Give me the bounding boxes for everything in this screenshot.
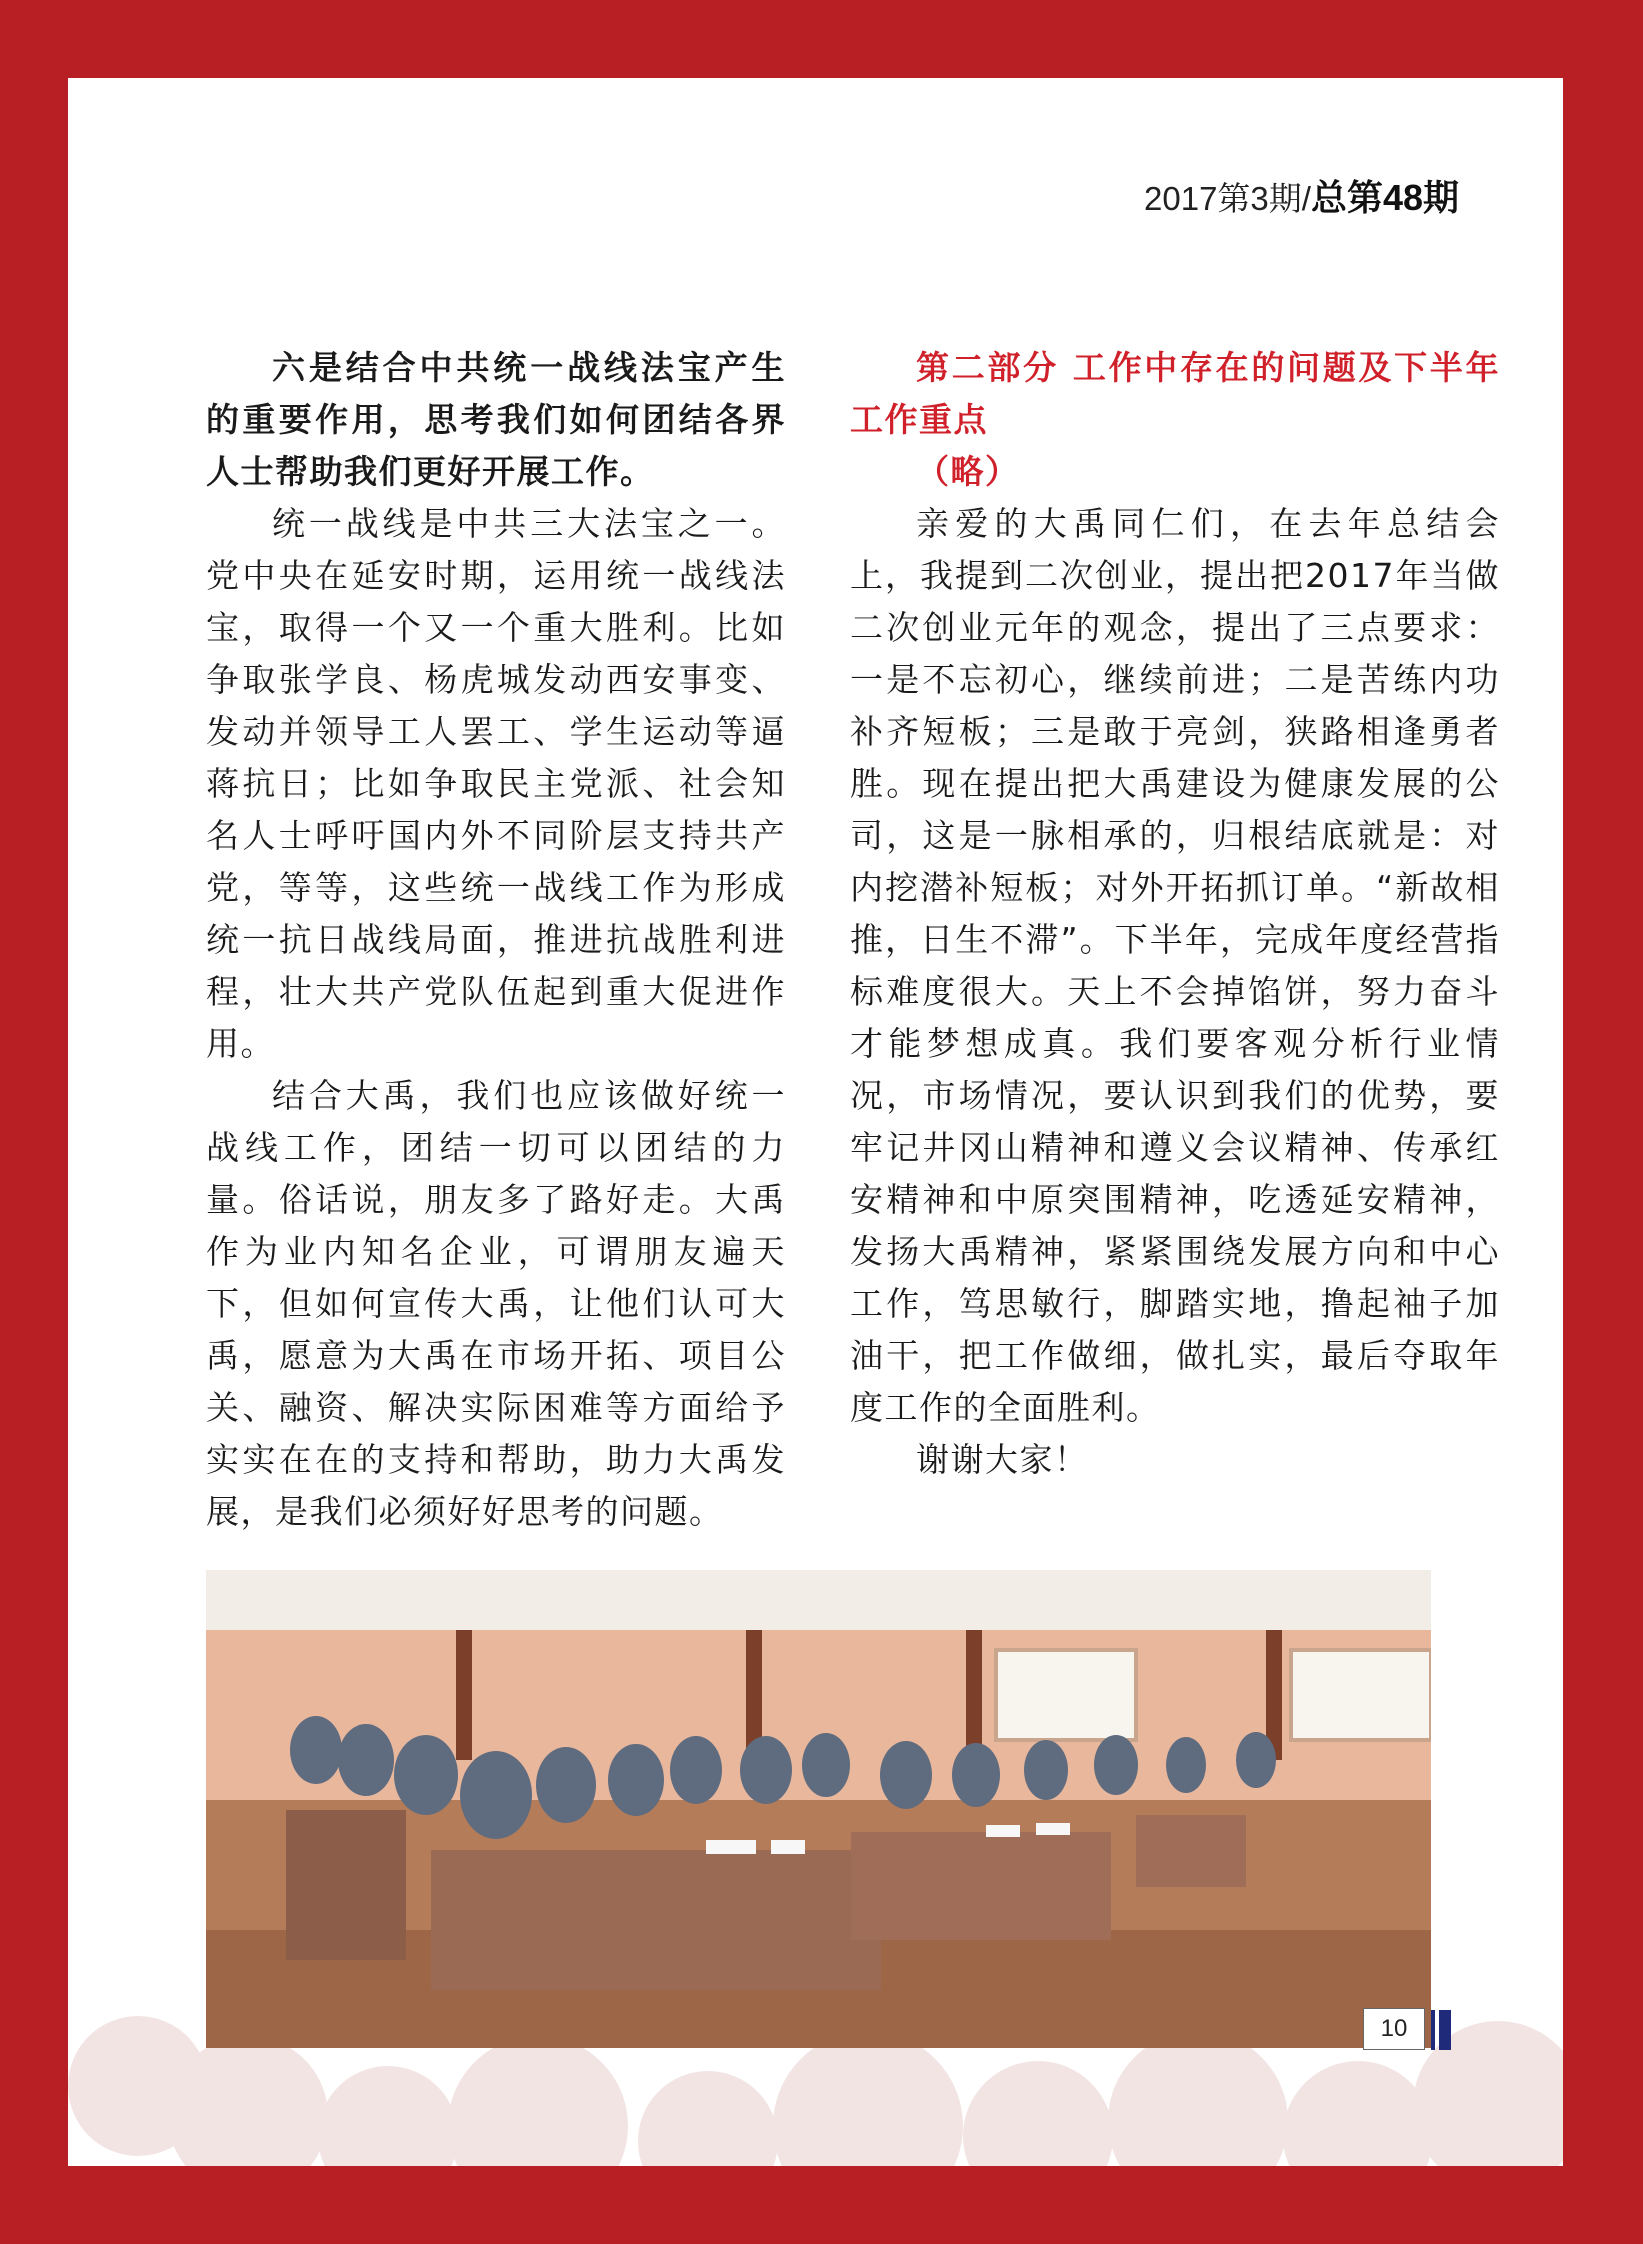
magazine-page xyxy=(68,78,1563,2166)
left-column xyxy=(206,342,786,1538)
section-note: （略） xyxy=(916,452,1020,491)
left-paragraph-1: 统一战线是中共三大法宝之一。党中央在延安时期，运用统一战线法宝，取得一个又一个重大胜利。比如争取张学良、杨虎城发动西安事变、发动并领导工人罢工、学生运动等逼蒋抗日；比如争取民主党派、社会知名人士呼吁国内外不同阶层支持共产党，等等，这些统一战线工作为形成统一抗日战线局面，推进抗战胜利进程，壮大共产党队伍起到重大促进作用。 xyxy=(206,504,786,1063)
right-paragraph-1: 亲爱的大禹同仁们，在去年总结会上，我提到二次创业，提出把2017年当做二次创业元年的观念，提出了三点要求：一是不忘初心，继续前进；二是苦练内功补齐短板；三是敢于亮剑，狭路相逢勇者胜。现在提出把大禹建设为健康发展的公司，这是一脉相承的，归根结底就是：对内挖潜补短板；对外开拓抓订单。“新故相推，日生不滞”。下半年，完成年度经营指标难度很大。天上不会掉馅饼，努力奋斗才能梦想成真。我们要客观分析行业情况，市场情况，要认识到我们的优势，要牢记井冈山精神和遵义会议精神、传承红安精神和中原突围精神，吃透延安精神，发扬大禹精神，紧紧围绕发展方向和中心工作，笃思敏行，脚踏实地，撸起袖子加油干，把工作做细，做扎实，最后夺取年度工作的全面胜利。 xyxy=(850,504,1500,1427)
left-paragraph-2: 结合大禹，我们也应该做好统一战线工作，团结一切可以团结的力量。俗话说，朋友多了路好走。大禹作为业内知名企业，可谓朋友遍天下，但如何宣传大禹，让他们认可大禹，愿意为大禹在市场开拓、项目公关、融资、解决实际困难等方面给予实实在在的支持和帮助，助力大禹发展，是我们必须好好思考的问题。 xyxy=(206,1076,786,1531)
photo-illustration xyxy=(206,1570,1431,2048)
closing-text: 谢谢大家！ xyxy=(916,1440,1089,1479)
issue-prefix: 2017第3期/ xyxy=(1144,180,1311,217)
page-number: 10 xyxy=(1363,2008,1425,2050)
issue-total: 总第48期 xyxy=(1310,177,1459,218)
right-column xyxy=(850,342,1500,1486)
section-title: 第二部分 工作中存在的问题及下半年工作重点 xyxy=(850,348,1500,439)
meeting-hall-photo xyxy=(206,1570,1431,2048)
page-number-bars xyxy=(1431,2010,1453,2050)
left-heading: 六是结合中共统一战线法宝产生的重要作用，思考我们如何团结各界人士帮助我们更好开展工作。 xyxy=(206,348,786,491)
issue-label xyxy=(1144,170,1459,221)
